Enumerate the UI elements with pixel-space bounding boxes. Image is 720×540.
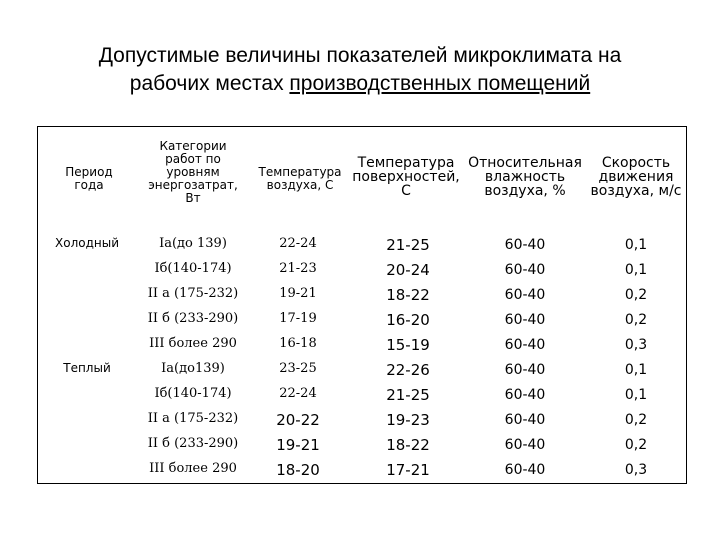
header-category-line: уровням — [166, 165, 220, 179]
air-temp-cell: 20-22 — [276, 411, 320, 429]
header-humidity — [464, 156, 586, 198]
category-cell: Iб(140-174) — [154, 386, 232, 401]
speed-cell: 0,3 — [624, 462, 648, 478]
humidity-cell: 60-40 — [504, 262, 546, 278]
header-category-line: энергозатрат, — [148, 178, 238, 192]
speed-cell: 0,1 — [624, 237, 648, 253]
title-line-2-plain: рабочих местах — [129, 72, 290, 95]
header-speed-line: воздуха, м/с — [590, 183, 682, 199]
surface-temp-cell: 18-22 — [386, 436, 430, 454]
header-period-line: года — [74, 178, 104, 192]
header-category — [140, 140, 246, 205]
header-speed — [586, 156, 686, 198]
header-category-line: работ по — [165, 152, 221, 166]
humidity-cell: 60-40 — [504, 362, 546, 378]
humidity-cell: 60-40 — [504, 237, 546, 253]
humidity-cell: 60-40 — [504, 287, 546, 303]
speed-cell: 0,2 — [624, 437, 648, 453]
period-warm: Теплый — [63, 361, 111, 375]
category-cell: II а (175-232) — [147, 411, 239, 426]
speed-cell: 0,3 — [624, 337, 648, 353]
category-cell: III более 290 — [149, 336, 237, 351]
air-temp-cell: 21-23 — [279, 261, 317, 276]
category-cell: Iа(до 139) — [159, 236, 227, 251]
surface-temp-cell: 21-25 — [386, 386, 430, 404]
humidity-cell: 60-40 — [504, 437, 546, 453]
title-line-1: Допустимые величины показателей микроклимата на — [98, 44, 622, 67]
speed-cell: 0,1 — [624, 387, 648, 403]
category-cell: Iа(до139) — [161, 361, 225, 376]
air-temp-cell: 19-21 — [276, 436, 320, 454]
speed-cell: 0,2 — [624, 312, 648, 328]
surface-temp-cell: 18-22 — [386, 286, 430, 304]
header-category-line: Категории — [159, 139, 227, 153]
header-air-temp-line: воздуха, С — [266, 178, 334, 192]
surface-temp-cell: 16-20 — [386, 311, 430, 329]
header-period — [58, 166, 120, 192]
speed-cell: 0,2 — [624, 412, 648, 428]
air-temp-cell: 19-21 — [279, 286, 317, 301]
header-air-temp — [250, 166, 350, 192]
header-period-line: Период — [65, 165, 113, 179]
air-temp-cell: 18-20 — [276, 461, 320, 479]
air-temp-cell: 22-24 — [279, 386, 317, 401]
title-line-2-underlined: производственных помещений — [289, 72, 591, 95]
surface-temp-cell: 21-25 — [386, 236, 430, 254]
speed-cell: 0,2 — [624, 287, 648, 303]
surface-temp-cell: 20-24 — [386, 261, 430, 279]
air-temp-cell: 16-18 — [279, 336, 317, 351]
header-humidity-line: влажность — [484, 169, 566, 185]
period-cold: Холодный — [55, 236, 119, 250]
surface-temp-cell: 17-21 — [386, 461, 430, 479]
category-cell: II б (233-290) — [147, 436, 239, 451]
humidity-cell: 60-40 — [504, 337, 546, 353]
header-surface-temp — [350, 156, 462, 198]
category-cell: III более 290 — [149, 461, 237, 476]
slide-title — [0, 42, 720, 98]
header-air-temp-line: Температура — [258, 165, 342, 179]
header-humidity-line: Относительная — [468, 155, 582, 171]
speed-cell: 0,1 — [624, 262, 648, 278]
air-temp-cell: 23-25 — [279, 361, 317, 376]
header-category-line: Вт — [185, 191, 201, 205]
header-humidity-line: воздуха, % — [484, 183, 566, 199]
header-surface-temp-line: С — [401, 183, 411, 199]
humidity-cell: 60-40 — [504, 387, 546, 403]
title-line-2 — [0, 70, 720, 98]
category-cell: II а (175-232) — [147, 286, 239, 301]
category-cell: Iб(140-174) — [154, 261, 232, 276]
humidity-cell: 60-40 — [504, 462, 546, 478]
header-speed-line: Скорость — [601, 155, 671, 171]
surface-temp-cell: 15-19 — [386, 336, 430, 354]
humidity-cell: 60-40 — [504, 412, 546, 428]
category-cell: II б (233-290) — [147, 311, 239, 326]
air-temp-cell: 22-24 — [279, 236, 317, 251]
humidity-cell: 60-40 — [504, 312, 546, 328]
speed-cell: 0,1 — [624, 362, 648, 378]
surface-temp-cell: 19-23 — [386, 411, 430, 429]
air-temp-cell: 17-19 — [279, 311, 317, 326]
header-surface-temp-line: Температура — [357, 155, 455, 171]
header-speed-line: движения — [598, 169, 674, 185]
header-surface-temp-line: поверхностей, — [352, 169, 460, 185]
surface-temp-cell: 22-26 — [386, 361, 430, 379]
